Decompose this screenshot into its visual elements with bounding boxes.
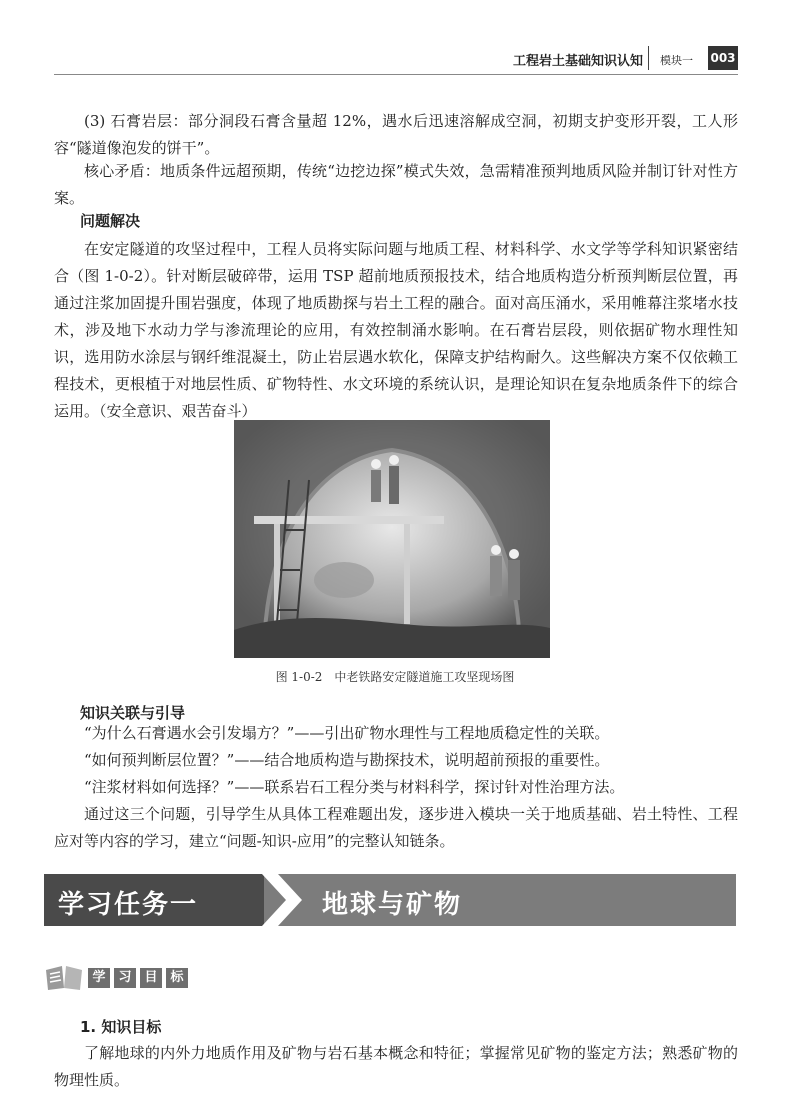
- header-divider: [648, 46, 649, 70]
- goals-char-1: 学: [88, 968, 110, 988]
- solution-heading: 问题解决: [80, 212, 141, 230]
- paragraph-summary: 通过这三个问题，引导学生从具体工程难题出发，逐步进入模块一关于地质基础、岩土特性、工程应对等内容的学习，建立“问题-知识-应用”的完整认知链条。: [54, 805, 738, 850]
- figure-caption: 图 1-0-2 中老铁路安定隧道施工攻坚现场图: [275, 670, 515, 684]
- page-header: [0, 44, 790, 74]
- page-number: 003: [708, 46, 738, 70]
- question-1: “为什么石膏遇水会引发塌方？”——引出矿物水理性与工程地质稳定性的关联。: [84, 724, 610, 742]
- knowledge-heading: 知识关联与引导: [80, 704, 186, 722]
- chevron-right-icon: [262, 874, 302, 926]
- book-icon: [44, 964, 84, 992]
- paragraph-gypsum: (3) 石膏岩层：部分洞段石膏含量超 12%，遇水后迅速溶解成空洞，初期支护变形开裂，工人形容“隧道像泡发的饼干”。: [54, 112, 738, 157]
- knowledge-goals-body: 了解地球的内外力地质作用及矿物与岩石基本概念和特征；掌握常见矿物的鉴定方法；熟悉矿物的物理性质。: [54, 1044, 738, 1089]
- knowledge-goals-heading: 1. 知识目标: [80, 1018, 162, 1036]
- module-label: 模块一: [660, 54, 693, 67]
- goals-char-2: 习: [114, 968, 136, 988]
- book-title: 工程岩土基础知识认知: [512, 54, 643, 69]
- tunnel-photo-illustration: [234, 420, 550, 658]
- paragraph-solution: 在安定隧道的攻坚过程中，工程人员将实际问题与地质工程、材料科学、水文学等学科知识紧密结合（图 1-0-2）。针对断层破碎带，运用 TSP 超前地质预报技术，结合地质构造分析预判断层位置，再通过注浆加固提升围岩强度，体现了地质勘探与岩土工程的融合。面对高压涌水，采用帷幕注浆堵水技术，涉及地下水动力学与渗流理论的应用，有效控制涌水影响。在石膏岩层段，则依据矿物水理性知识，选用防水涂层与钢纤维混凝土，防止岩层遇水软化，保障支护结构耐久。这些解决方案不仅依赖工程技术，更根植于对地层性质、矿物特性、水文环境的系统认识，是理论知识在复杂地质条件下的综合运用。（安全意识、艰苦奋斗）: [54, 240, 738, 420]
- task-label: 学习任务一: [58, 890, 199, 920]
- goals-char-3: 目: [140, 968, 162, 988]
- question-2: “如何预判断层位置？”——结合地质构造与勘探技术，说明超前预报的重要性。: [84, 751, 610, 769]
- header-rule: [54, 74, 738, 75]
- tunnel-construction-photo: [234, 420, 550, 658]
- task-banner: [44, 874, 736, 926]
- task-topic: 地球与矿物: [322, 890, 463, 920]
- question-3: “注浆材料如何选择？”——联系岩石工程分类与材料科学，探讨针对性治理方法。: [84, 778, 625, 796]
- goals-char-4: 标: [166, 968, 188, 988]
- paragraph-core-conflict: 核心矛盾：地质条件远超预期，传统“边挖边探”模式失效，急需精准预判地质风险并制订针对性方案。: [54, 162, 738, 207]
